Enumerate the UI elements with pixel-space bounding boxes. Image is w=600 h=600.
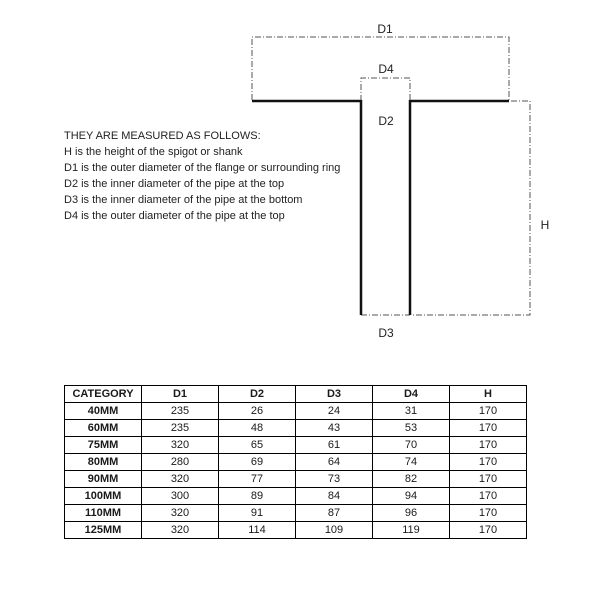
cell-category: 90MM — [65, 471, 142, 488]
cell-category: 80MM — [65, 454, 142, 471]
table-row — [65, 505, 527, 522]
cell-d1: 320 — [142, 522, 219, 539]
cell-h: 170 — [450, 437, 527, 454]
header-d2: D2 — [219, 386, 296, 403]
header-category: CATEGORY — [65, 386, 142, 403]
table-row — [65, 420, 527, 437]
cell-category: 75MM — [65, 437, 142, 454]
cell-d1: 235 — [142, 420, 219, 437]
cell-h: 170 — [450, 454, 527, 471]
cell-d2: 26 — [219, 403, 296, 420]
cell-d3: 84 — [296, 488, 373, 505]
cell-d2: 77 — [219, 471, 296, 488]
cell-d1: 280 — [142, 454, 219, 471]
header-d3: D3 — [296, 386, 373, 403]
cell-d3: 24 — [296, 403, 373, 420]
label-d2: D2 — [378, 114, 394, 128]
header-d4: D4 — [373, 386, 450, 403]
cell-d2: 114 — [219, 522, 296, 539]
cell-h: 170 — [450, 420, 527, 437]
cell-d4: 96 — [373, 505, 450, 522]
table-row — [65, 403, 527, 420]
table-header-row — [65, 386, 527, 403]
label-d1: D1 — [377, 22, 393, 36]
cell-d3: 43 — [296, 420, 373, 437]
cell-d3: 73 — [296, 471, 373, 488]
cell-h: 170 — [450, 488, 527, 505]
note-line: D2 is the inner diameter of the pipe at the top — [64, 178, 285, 190]
cell-d4: 74 — [373, 454, 450, 471]
cell-category: 60MM — [65, 420, 142, 437]
label-h: H — [540, 218, 550, 232]
cell-d1: 320 — [142, 505, 219, 522]
cell-d1: 235 — [142, 403, 219, 420]
cell-d2: 69 — [219, 454, 296, 471]
table-row — [65, 437, 527, 454]
h-outline — [412, 101, 530, 315]
cell-d4: 119 — [373, 522, 450, 539]
cell-category: 40MM — [65, 403, 142, 420]
cell-d2: 48 — [219, 420, 296, 437]
cell-h: 170 — [450, 403, 527, 420]
cell-d3: 61 — [296, 437, 373, 454]
cell-d3: 87 — [296, 505, 373, 522]
note-line: D3 is the inner diameter of the pipe at the bottom — [64, 194, 303, 206]
cell-d2: 65 — [219, 437, 296, 454]
dimensions-table — [64, 385, 527, 539]
cell-d3: 64 — [296, 454, 373, 471]
header-h: H — [450, 386, 527, 403]
cell-d1: 320 — [142, 437, 219, 454]
cell-d1: 300 — [142, 488, 219, 505]
cell-d4: 53 — [373, 420, 450, 437]
table-row — [65, 471, 527, 488]
note-line: D4 is the outer diameter of the pipe at the top — [64, 210, 285, 222]
cell-d4: 31 — [373, 403, 450, 420]
cell-d3: 109 — [296, 522, 373, 539]
cell-category: 100MM — [65, 488, 142, 505]
label-d4: D4 — [378, 62, 394, 76]
cell-h: 170 — [450, 522, 527, 539]
label-d3: D3 — [378, 326, 394, 340]
table-row — [65, 522, 527, 539]
table-row — [65, 454, 527, 471]
cell-d4: 70 — [373, 437, 450, 454]
cell-h: 170 — [450, 471, 527, 488]
cell-d4: 82 — [373, 471, 450, 488]
cell-category: 125MM — [65, 522, 142, 539]
cell-d1: 320 — [142, 471, 219, 488]
note-line: D1 is the outer diameter of the flange or surrounding ring — [64, 162, 341, 174]
cell-d2: 89 — [219, 488, 296, 505]
cell-category: 110MM — [65, 505, 142, 522]
note-line: H is the height of the spigot or shank — [64, 146, 243, 158]
d4-outline — [361, 78, 410, 101]
table-row — [65, 488, 527, 505]
cell-d2: 91 — [219, 505, 296, 522]
header-d1: D1 — [142, 386, 219, 403]
notes-heading: THEY ARE MEASURED AS FOLLOWS: — [64, 130, 261, 142]
cell-d4: 94 — [373, 488, 450, 505]
measurement-notes — [64, 128, 364, 224]
cell-h: 170 — [450, 505, 527, 522]
